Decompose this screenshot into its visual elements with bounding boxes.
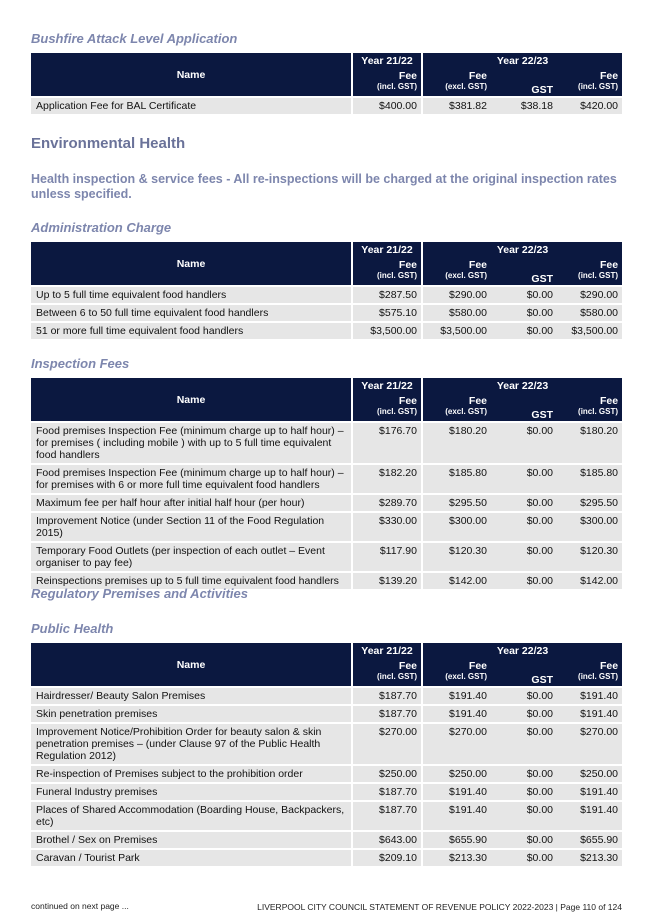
fee-excl-gst-cell: $381.82 [421, 96, 491, 114]
fee-name-cell: Re-inspection of Premises subject to the prohibition order [31, 764, 351, 782]
table-row [31, 421, 622, 463]
col-header-year-curr: Year 22/23 [421, 643, 622, 658]
gst-cell: $0.00 [491, 571, 557, 589]
col-header-name: Name [31, 378, 351, 421]
col-header-gst: GST [491, 393, 557, 421]
fee-incl-gst-cell: $655.90 [557, 830, 622, 848]
col-header-fee: Fee [351, 393, 421, 407]
table-public-health [31, 643, 622, 866]
footer-statement: LIVERPOOL CITY COUNCIL STATEMENT OF REVENUE POLICY 2022-2023 | Page 110 of 124 [257, 902, 622, 912]
col-header-gst: GST [491, 658, 557, 686]
fee-excl-gst-cell: $290.00 [421, 285, 491, 303]
heading-regulatory: Regulatory Premises and Activities [31, 586, 248, 601]
fee-2122-cell: $3,500.00 [351, 321, 421, 339]
fee-2122-cell: $117.90 [351, 541, 421, 571]
table-row [31, 848, 622, 866]
fee-2122-cell: $270.00 [351, 722, 421, 764]
col-header-fee: Fee [351, 658, 421, 672]
col-header-excl-gst: (excl. GST) [421, 407, 491, 421]
col-header-gst: GST [491, 257, 557, 285]
fee-2122-cell: $182.20 [351, 463, 421, 493]
col-header-incl-gst: (incl. GST) [351, 271, 421, 285]
table-row [31, 782, 622, 800]
fee-name-cell: Temporary Food Outlets (per inspection of each outlet – Event organiser to pay fee) [31, 541, 351, 571]
table-row [31, 830, 622, 848]
fee-name-cell: Improvement Notice/Prohibition Order for beauty salon & skin penetration premises – (under Clause 97 of the Public Health Regulation 2012) [31, 722, 351, 764]
col-header-fee: Fee [421, 658, 491, 672]
fee-excl-gst-cell: $120.30 [421, 541, 491, 571]
fee-name-cell: Skin penetration premises [31, 704, 351, 722]
col-header-name: Name [31, 53, 351, 96]
col-header-year-prev: Year 21/22 [351, 643, 421, 658]
col-header-fee: Fee [421, 393, 491, 407]
table-row [31, 764, 622, 782]
col-header-name: Name [31, 643, 351, 686]
fee-2122-cell: $330.00 [351, 511, 421, 541]
col-header-fee: Fee [351, 257, 421, 271]
table-inspection-fees [31, 378, 622, 589]
gst-cell: $0.00 [491, 421, 557, 463]
col-header-year-prev: Year 21/22 [351, 53, 421, 68]
gst-cell: $0.00 [491, 511, 557, 541]
table-row [31, 321, 622, 339]
col-header-gst: GST [491, 68, 557, 96]
heading-public-health: Public Health [31, 621, 114, 636]
fee-name-cell: Funeral Industry premises [31, 782, 351, 800]
col-header-fee: Fee [421, 257, 491, 271]
gst-cell: $0.00 [491, 764, 557, 782]
gst-cell: $38.18 [491, 96, 557, 114]
gst-cell: $0.00 [491, 830, 557, 848]
fee-excl-gst-cell: $580.00 [421, 303, 491, 321]
col-header-incl-gst: (incl. GST) [557, 407, 622, 421]
fee-name-cell: Application Fee for BAL Certificate [31, 96, 351, 114]
fee-incl-gst-cell: $213.30 [557, 848, 622, 866]
fee-excl-gst-cell: $191.40 [421, 704, 491, 722]
col-header-incl-gst: (incl. GST) [351, 407, 421, 421]
col-header-fee: Fee [557, 257, 622, 271]
gst-cell: $0.00 [491, 541, 557, 571]
fee-incl-gst-cell: $270.00 [557, 722, 622, 764]
col-header-year-curr: Year 22/23 [421, 378, 622, 393]
fee-2122-cell: $400.00 [351, 96, 421, 114]
fee-excl-gst-cell: $191.40 [421, 686, 491, 704]
table-row [31, 541, 622, 571]
fee-excl-gst-cell: $655.90 [421, 830, 491, 848]
fee-incl-gst-cell: $580.00 [557, 303, 622, 321]
heading-admin-charge: Administration Charge [31, 220, 172, 235]
fee-2122-cell: $287.50 [351, 285, 421, 303]
col-header-incl-gst: (incl. GST) [557, 82, 622, 96]
table-row [31, 463, 622, 493]
col-header-fee: Fee [557, 393, 622, 407]
fee-excl-gst-cell: $185.80 [421, 463, 491, 493]
fee-incl-gst-cell: $295.50 [557, 493, 622, 511]
fee-name-cell: Improvement Notice (under Section 11 of the Food Regulation 2015) [31, 511, 351, 541]
fee-name-cell: Food premises Inspection Fee (minimum charge up to half hour) – for premises ( including mobile ) with up to 5 full time equivalent food handlers [31, 421, 351, 463]
fee-2122-cell: $187.70 [351, 800, 421, 830]
table-row [31, 722, 622, 764]
fee-2122-cell: $187.70 [351, 704, 421, 722]
table-row [31, 686, 622, 704]
gst-cell: $0.00 [491, 848, 557, 866]
gst-cell: $0.00 [491, 686, 557, 704]
fee-name-cell: Caravan / Tourist Park [31, 848, 351, 866]
fee-name-cell: Food premises Inspection Fee (minimum charge up to half hour) – for premises with 6 or more full time equivalent food handlers [31, 463, 351, 493]
table-row [31, 493, 622, 511]
gst-cell: $0.00 [491, 722, 557, 764]
fee-excl-gst-cell: $250.00 [421, 764, 491, 782]
col-header-incl-gst: (incl. GST) [351, 82, 421, 96]
fee-incl-gst-cell: $290.00 [557, 285, 622, 303]
col-header-year-curr: Year 22/23 [421, 53, 622, 68]
fee-name-cell: 51 or more full time equivalent food handlers [31, 321, 351, 339]
fee-excl-gst-cell: $295.50 [421, 493, 491, 511]
table-bal [31, 53, 622, 114]
fee-excl-gst-cell: $180.20 [421, 421, 491, 463]
col-header-year-prev: Year 21/22 [351, 378, 421, 393]
fee-incl-gst-cell: $420.00 [557, 96, 622, 114]
fee-name-cell: Maximum fee per half hour after initial half hour (per hour) [31, 493, 351, 511]
gst-cell: $0.00 [491, 782, 557, 800]
gst-cell: $0.00 [491, 493, 557, 511]
fee-excl-gst-cell: $300.00 [421, 511, 491, 541]
heading-health-inspection: Health inspection & service fees - All re-inspections will be charged at the original inspection rates unless specified. [31, 172, 617, 201]
col-header-excl-gst: (excl. GST) [421, 271, 491, 285]
table-row [31, 511, 622, 541]
gst-cell: $0.00 [491, 285, 557, 303]
fee-excl-gst-cell: $191.40 [421, 782, 491, 800]
col-header-incl-gst: (incl. GST) [351, 672, 421, 686]
fee-name-cell: Reinspections premises up to 5 full time equivalent food handlers [31, 571, 351, 589]
fee-incl-gst-cell: $191.40 [557, 800, 622, 830]
fee-2122-cell: $187.70 [351, 686, 421, 704]
col-header-year-prev: Year 21/22 [351, 242, 421, 257]
table-row [31, 800, 622, 830]
fee-2122-cell: $187.70 [351, 782, 421, 800]
col-header-incl-gst: (incl. GST) [557, 672, 622, 686]
table-row [31, 303, 622, 321]
fee-excl-gst-cell: $3,500.00 [421, 321, 491, 339]
fee-excl-gst-cell: $191.40 [421, 800, 491, 830]
col-header-name: Name [31, 242, 351, 285]
fee-incl-gst-cell: $250.00 [557, 764, 622, 782]
fee-2122-cell: $289.70 [351, 493, 421, 511]
col-header-year-curr: Year 22/23 [421, 242, 622, 257]
fee-name-cell: Between 6 to 50 full time equivalent food handlers [31, 303, 351, 321]
gst-cell: $0.00 [491, 303, 557, 321]
gst-cell: $0.00 [491, 800, 557, 830]
heading-inspection-fees: Inspection Fees [31, 356, 130, 371]
fee-2122-cell: $575.10 [351, 303, 421, 321]
fee-incl-gst-cell: $191.40 [557, 686, 622, 704]
fee-incl-gst-cell: $120.30 [557, 541, 622, 571]
fee-incl-gst-cell: $3,500.00 [557, 321, 622, 339]
fee-incl-gst-cell: $300.00 [557, 511, 622, 541]
col-header-fee: Fee [557, 68, 622, 82]
fee-2122-cell: $643.00 [351, 830, 421, 848]
fee-name-cell: Up to 5 full time equivalent food handlers [31, 285, 351, 303]
col-header-fee: Fee [557, 658, 622, 672]
fee-incl-gst-cell: $191.40 [557, 704, 622, 722]
heading-environmental-health: Environmental Health [31, 135, 186, 152]
fee-excl-gst-cell: $213.30 [421, 848, 491, 866]
fee-incl-gst-cell: $142.00 [557, 571, 622, 589]
footer-continued: continued on next page ... [31, 901, 129, 911]
col-header-excl-gst: (excl. GST) [421, 82, 491, 96]
table-row [31, 96, 622, 114]
gst-cell: $0.00 [491, 321, 557, 339]
fee-name-cell: Hairdresser/ Beauty Salon Premises [31, 686, 351, 704]
table-row [31, 285, 622, 303]
fee-excl-gst-cell: $142.00 [421, 571, 491, 589]
fee-name-cell: Places of Shared Accommodation (Boarding House, Backpackers, etc) [31, 800, 351, 830]
fee-2122-cell: $176.70 [351, 421, 421, 463]
gst-cell: $0.00 [491, 463, 557, 493]
col-header-incl-gst: (incl. GST) [557, 271, 622, 285]
gst-cell: $0.00 [491, 704, 557, 722]
fee-incl-gst-cell: $191.40 [557, 782, 622, 800]
table-row [31, 704, 622, 722]
col-header-fee: Fee [351, 68, 421, 82]
fee-2122-cell: $250.00 [351, 764, 421, 782]
fee-incl-gst-cell: $185.80 [557, 463, 622, 493]
heading-bal: Bushfire Attack Level Application [31, 31, 238, 46]
fee-excl-gst-cell: $270.00 [421, 722, 491, 764]
col-header-excl-gst: (excl. GST) [421, 672, 491, 686]
fee-2122-cell: $209.10 [351, 848, 421, 866]
fee-name-cell: Brothel / Sex on Premises [31, 830, 351, 848]
fee-2122-cell: $139.20 [351, 571, 421, 589]
fee-incl-gst-cell: $180.20 [557, 421, 622, 463]
col-header-fee: Fee [421, 68, 491, 82]
table-admin-charge [31, 242, 622, 339]
